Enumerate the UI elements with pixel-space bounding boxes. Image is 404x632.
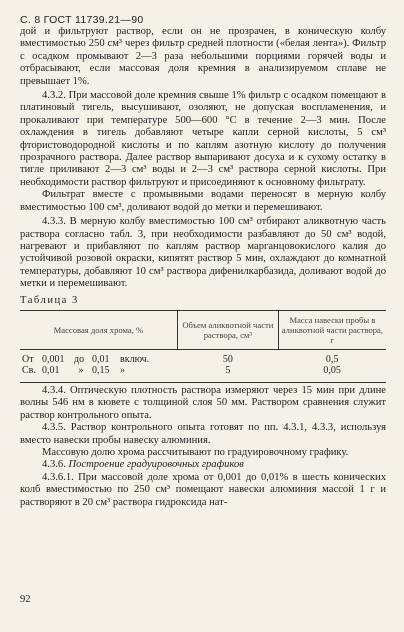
aliquot-volume: 50 <box>222 353 233 365</box>
column-header-sample-mass: Масса навески пробы в аликвотной части раствора, г <box>278 310 386 349</box>
range-to: 0,15 <box>90 365 118 383</box>
paragraph-calculation: Массовую долю хрома рассчитывают по градуировочному графику. <box>42 446 349 458</box>
table-row <box>20 349 386 365</box>
table-header-row <box>20 310 386 349</box>
table-caption: Таблица 3 <box>20 294 79 306</box>
section-title: Построение градуировочных графиков <box>68 459 244 471</box>
range-suffix: » <box>118 365 162 383</box>
range-mid: до <box>74 353 85 365</box>
range-from: 0,01 <box>40 365 72 383</box>
column-header-mass-fraction: Массовая доля хрома, % <box>20 310 177 349</box>
range-prefix: Св. <box>20 365 40 383</box>
chromium-table <box>20 310 386 383</box>
paragraph-filtration: дой и фильтруют раствор, если он не прозрачен, в коническую колбу вместимостью 250 см³ через фильтр средней плотности («белая лента»). Фильтр с осадком промывают 2—3 раза небольшими порциями горячей воды и отбрасывают, если массовая доля кремния в анализируемом сплаве не превышает 1%. <box>20 26 386 87</box>
document-body <box>20 26 386 509</box>
page-header: С. 8 ГОСТ 11739.21—90 <box>20 14 144 26</box>
aliquot-volume: 5 <box>177 365 278 383</box>
paragraph-4-3-6-1: 4.3.6.1. При массовой доле хрома от 0,001 до 0,01% в шесть конических колб вместимостью по 250 см³ помещают навески алюминия массой 1 г и растворяют в 20 см³ раствора гидроксида нат- <box>20 471 386 508</box>
paragraph-4-3-5: 4.3.5. Раствор контрольного опыта готовят по пп. 4.3.1, 4.3.3, используя вместо навески пробы навеску алюминия. <box>20 422 386 446</box>
paragraph-4-3-2: 4.3.2. При массовой доле кремния свыше 1% фильтр с осадком помещают в платиновый тигель, высушивают, озоляют, не допуская воспламенения, и прокаливают при температуре 500—600 °С в течение 2—3 мин. После охлаждения в тигель добавляют четыре капли серной кислоты, 5 см³ фтористоводородной кислоты и по каплям азотную кислоту до получения прозрачного раствора. Далее раствор выпаривают досуха и к сухому остатку в тигле приливают 2—3 см³ воды и 2—3 см³ раствора серной кислоты. При необходимости раствор фильтруют и присоединяют к основному фильтрату. <box>20 90 386 188</box>
section-number: 4.3.6. <box>42 459 66 471</box>
range-prefix: От <box>22 353 34 365</box>
sample-mass: 0,5 <box>325 353 339 365</box>
paragraph-4-3-6 <box>20 459 386 471</box>
paragraph-4-3-4: 4.3.4. Оптическую плотность раствора измеряют через 15 мин при длине волны 546 нм в кювете с толщиной слоя 50 мм. Раствором сравнения служит раствор контрольного опыта. <box>20 384 386 421</box>
sample-mass: 0,05 <box>278 365 386 383</box>
column-header-aliquot-volume: Объем аликвотной части раствора, см³ <box>177 310 278 349</box>
paragraph-4-3-3: 4.3.3. В мерную колбу вместимостью 100 см³ отбирают аликвотную часть раствора согласно табл. 3, при необходимости разбавляют до 50 см³ водой, нагревают и прибавляют по каплям раствор марганцовокислого калия до устойчивой розовой окраски, кипятят раствор 5 мин, охлаждают до комнатной температуры, добавляют 10 см³ раствора дифенилкарбазида, доливают водой до метки и перемешивают. <box>20 216 386 290</box>
range-suffix: включ. <box>120 353 150 365</box>
table-row <box>20 365 386 383</box>
paragraph-filtrate: Фильтрат вместе с промывными водами переносят в мерную колбу вместимостью 100 см³, доливают водой до метки и перемешивают. <box>20 189 386 213</box>
page-number: 92 <box>20 594 31 605</box>
range-to: 0,01 <box>92 353 110 365</box>
range-from: 0,001 <box>42 353 65 365</box>
range-mid: » <box>72 365 90 383</box>
